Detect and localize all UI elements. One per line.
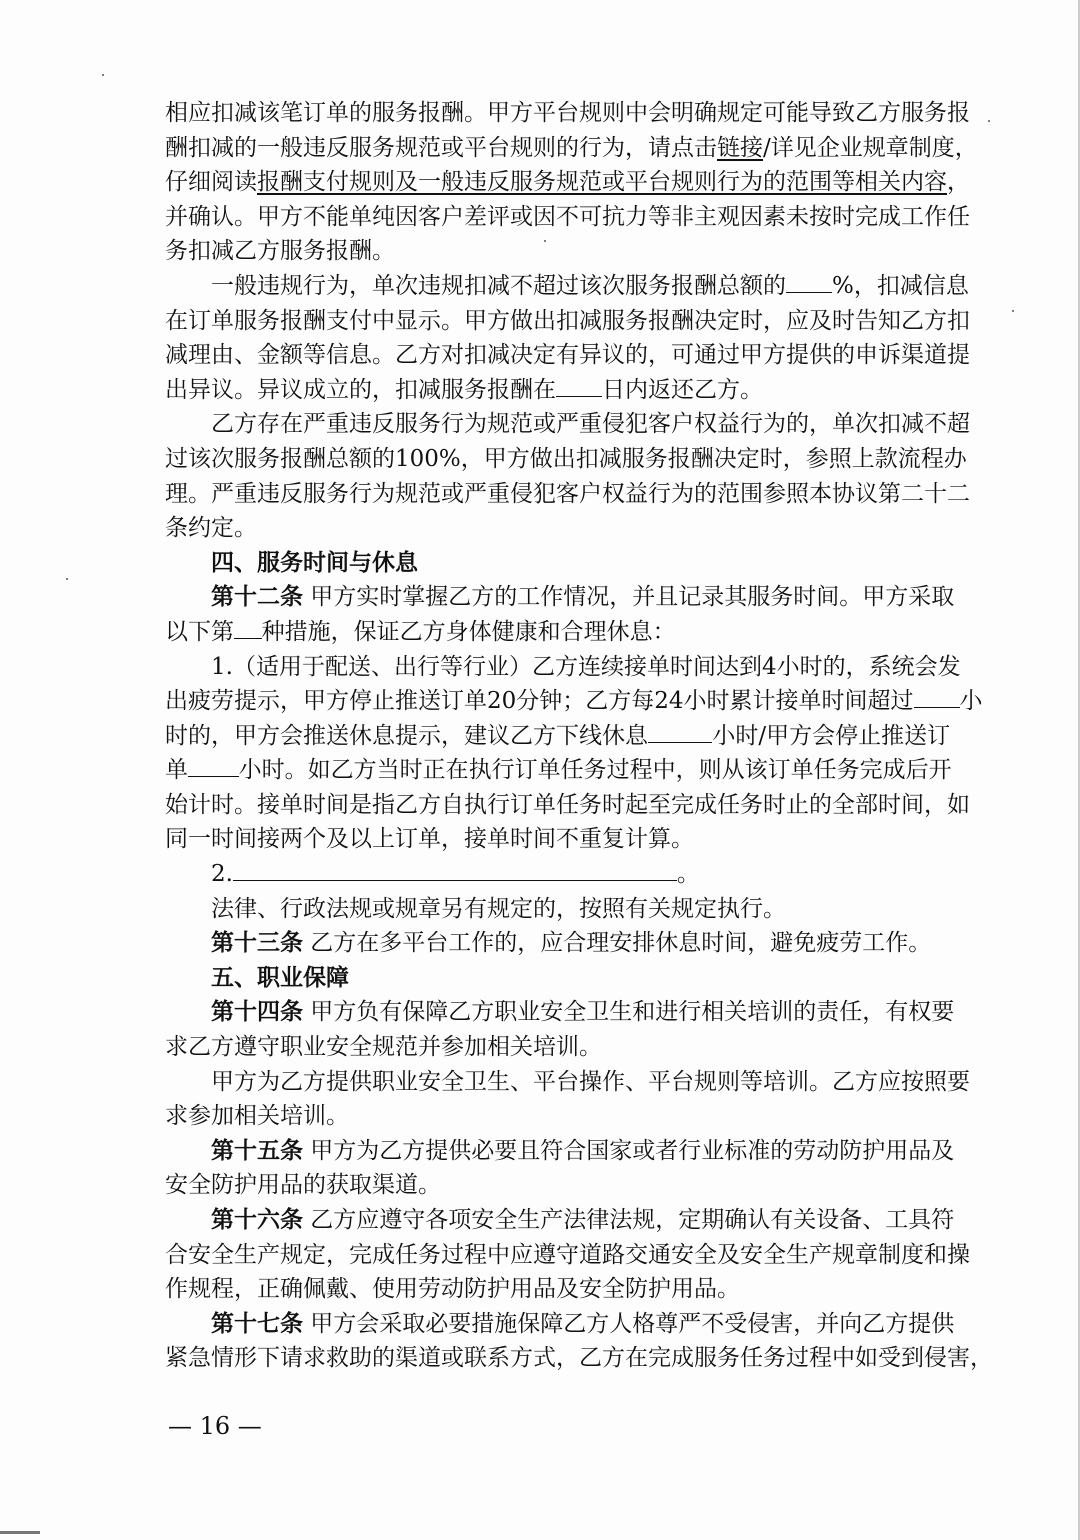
article-heading: 第十二条 (211, 584, 303, 611)
article-heading: 第十三条 (211, 930, 303, 957)
text-line (165, 96, 970, 131)
text-line (165, 684, 983, 719)
text-span: 甲方为乙方提供职业安全卫生、平台操作、平台规则等培训。乙方应按照要 (211, 1068, 970, 1095)
scan-speck (988, 120, 990, 122)
text-span: 时的，甲方会推送休息提示，建议乙方下线休息 (165, 722, 648, 749)
text-span: 乙方应遵守各项安全生产法律法规，定期确认有关设备、工具符 (303, 1207, 955, 1233)
text-line (165, 926, 932, 961)
underlined-text: 链接 (717, 134, 763, 161)
document-body (165, 96, 993, 1376)
text-line (165, 234, 917, 269)
fill-in-blank (556, 374, 602, 397)
text-line (165, 131, 978, 166)
text-span: 。 (676, 861, 700, 888)
text-span: 合安全生产规定，完成任务过程中应遵守道路交通安全及安全生产规章制度和操 (165, 1241, 970, 1268)
text-span: 甲方实时掌握乙方的工作情况，并且记录其服务时间。甲方采取 (303, 584, 955, 611)
text-line (165, 1203, 955, 1238)
text-line (165, 1134, 955, 1169)
text-span: 出异议。异议成立的，扣减服务报酬在 (165, 376, 556, 403)
text-line (165, 1307, 955, 1342)
text-span: 条约定。 (165, 515, 257, 542)
text-line (165, 546, 917, 581)
text-line (165, 1065, 970, 1100)
fill-in-blank (648, 720, 712, 743)
article-heading: 第十六条 (211, 1207, 303, 1233)
text-span: 紧急情形下请求救助的渠道或联系方式，乙方在完成服务任务过程中如受到侵害， (165, 1345, 993, 1372)
text-span: 仔细阅读 (165, 169, 257, 196)
scan-speck (544, 240, 546, 242)
text-span: 日内返还乙方。 (602, 376, 763, 403)
article-heading: 四、服务时间与休息 (211, 549, 418, 576)
text-span: /详见企业规章制度， (763, 134, 978, 161)
text-line (165, 822, 917, 857)
text-span: 出疲劳提示，甲方停止推送订单20分钟；乙方每24小时累计接单时间超过 (165, 688, 914, 715)
scan-mark (0, 1531, 40, 1534)
text-span: 作规程，正确佩戴、使用劳动防护用品及安全防护用品。 (165, 1276, 740, 1303)
text-span: 小 (959, 688, 983, 715)
text-line (165, 373, 917, 408)
text-span: 酬扣减的一般违反服务规范或平台规则的行为，请点击 (165, 134, 717, 161)
text-line (165, 788, 970, 823)
text-line (165, 995, 955, 1030)
text-span: 甲方会采取必要措施保障乙方人格尊严不受侵害，并向乙方提供 (303, 1310, 955, 1337)
text-line (165, 477, 970, 512)
text-line (165, 338, 970, 373)
text-span: 务扣减乙方服务报酬。 (165, 238, 395, 265)
scan-speck (1012, 310, 1014, 312)
text-line (165, 615, 917, 650)
article-heading: 五、职业保障 (211, 964, 349, 991)
text-span: 单 (165, 757, 188, 784)
fill-in-blank (233, 858, 677, 881)
underlined-text: 报酬支付规则及一般违反服务规范或平台规则行为的范围等相关内容 (257, 169, 947, 196)
text-span: 过该次服务报酬总额的100%，甲方做出扣减服务报酬决定时，参照上款流程办 (165, 445, 967, 472)
text-line (165, 857, 917, 892)
text-line (165, 1272, 917, 1307)
text-line (165, 580, 955, 615)
text-span: 甲方负有保障乙方职业安全卫生和进行相关培训的责任，有权要 (303, 999, 955, 1026)
text-span: 乙方在多平台工作的，应合理安排休息时间，避免疲劳工作。 (303, 930, 932, 957)
article-heading: 第十七条 (211, 1310, 303, 1337)
text-line (165, 407, 970, 442)
page-number: — 16 — (168, 1412, 262, 1440)
text-line (165, 511, 917, 546)
text-span: 在订单服务报酬支付中显示。甲方做出扣减服务报酬决定时，应及时告知乙方扣 (165, 307, 970, 334)
text-span: 一般违规行为，单次违规扣减不超过该次服务报酬总额的 (211, 272, 786, 299)
text-span: 小时。如乙方当时正在执行订单任务过程中，则从该订单任务完成后开 (238, 757, 952, 784)
text-line (165, 1099, 917, 1134)
text-span: 小时/甲方会停止推送订 (712, 722, 951, 749)
text-line (165, 1030, 917, 1065)
scan-speck (102, 74, 104, 76)
text-line (165, 442, 967, 477)
text-line (165, 650, 961, 685)
text-span: 相应扣减该笔订单的服务报酬。甲方平台规则中会明确规定可能导致乙方服务报 (165, 100, 970, 126)
scan-speck (66, 578, 68, 580)
text-span: %，扣减信息 (832, 272, 969, 299)
text-span: 以下第 (165, 618, 234, 645)
fill-in-blank (914, 685, 960, 708)
text-line (165, 753, 952, 788)
text-line (165, 304, 970, 339)
text-span: 甲方为乙方提供必要且符合国家或者行业标准的劳动防护用品及 (303, 1137, 955, 1164)
text-line (165, 269, 969, 304)
fill-in-blank (786, 270, 832, 293)
text-line (165, 892, 917, 927)
text-span: 安全防护用品的获取渠道。 (165, 1172, 441, 1199)
text-span: 种措施，保证乙方身体健康和合理休息： (261, 618, 676, 645)
text-span: 同一时间接两个及以上订单，接单时间不重复计算。 (165, 826, 694, 853)
fill-in-blank (234, 616, 262, 639)
text-line (165, 1168, 917, 1203)
text-span: 乙方存在严重违反服务行为规范或严重侵犯客户权益行为的，单次扣减不超 (211, 411, 970, 438)
text-span: 减理由、金额等信息。乙方对扣减决定有异议的，可通过甲方提供的申诉渠道提 (165, 342, 970, 369)
text-span: 2. (211, 861, 233, 888)
text-line (165, 200, 970, 235)
text-line (165, 1238, 970, 1273)
text-span: 求参加相关培训。 (165, 1103, 349, 1130)
text-span: ， (947, 169, 970, 196)
text-line (165, 1341, 993, 1376)
text-line (165, 719, 951, 754)
text-span: 法律、行政法规或规章另有规定的，按照有关规定执行。 (211, 895, 786, 922)
text-line (165, 961, 917, 996)
text-span: 并确认。甲方不能单纯因客户差评或因不可抗力等非主观因素未按时完成工作任 (165, 203, 970, 230)
text-span: 理。严重违反服务行为规范或严重侵犯客户权益行为的范围参照本协议第二十二 (165, 480, 970, 507)
text-span: 1.（适用于配送、出行等行业）乙方连续接单时间达到4小时的，系统会发 (211, 653, 961, 680)
text-line (165, 165, 970, 200)
fill-in-blank (188, 754, 239, 777)
text-span: 求乙方遵守职业安全规范并参加相关培训。 (165, 1034, 602, 1061)
text-span: 始计时。接单时间是指乙方自执行订单任务时起至完成任务时止的全部时间，如 (165, 791, 970, 818)
article-heading: 第十五条 (211, 1137, 303, 1164)
article-heading: 第十四条 (211, 999, 303, 1026)
